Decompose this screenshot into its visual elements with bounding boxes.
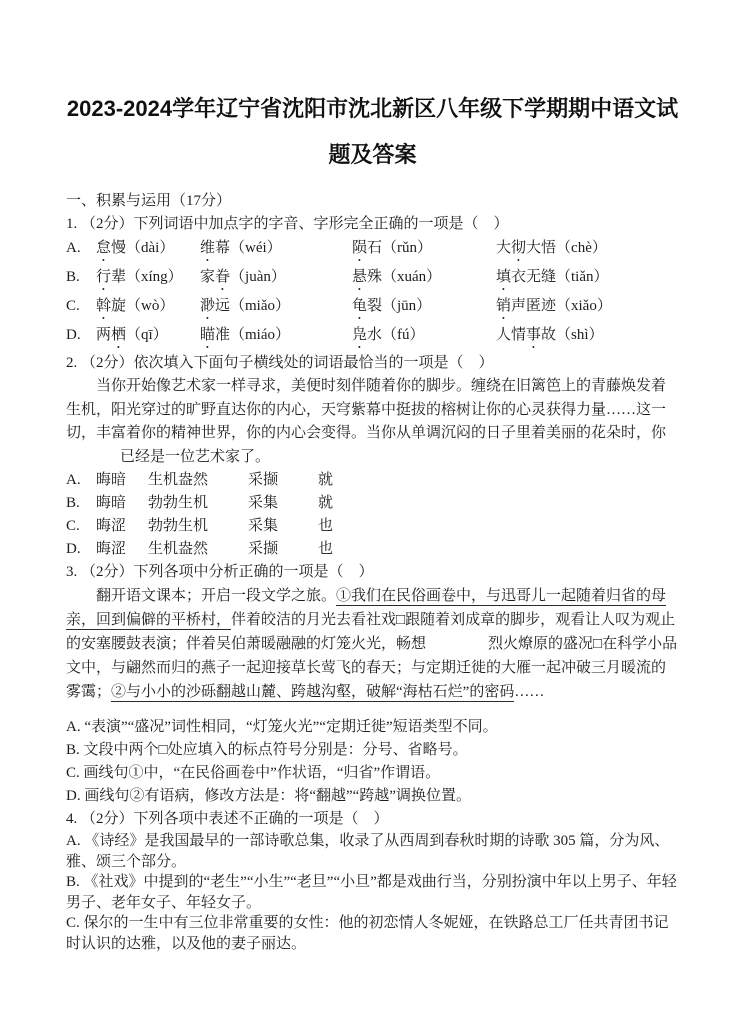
q2-option-row: [66, 469, 679, 492]
q1-option-row: [66, 236, 679, 265]
dotted-char: 渺: [200, 298, 216, 314]
q1-option-row: [66, 294, 679, 323]
q1-word: 填衣无缝（tiǎn）: [496, 269, 609, 285]
q1-word: 大彻大悟（chè）: [496, 240, 607, 256]
q1-option-label: B.: [66, 269, 80, 285]
dotted-char: 瞄: [200, 327, 216, 343]
q2-option-row: [66, 515, 679, 538]
q2-word: 就: [318, 472, 334, 488]
q1-word: 悬殊（xuán）: [352, 269, 442, 285]
q2-word: 生机盎然: [148, 541, 209, 557]
q2-word: 采撷: [248, 541, 279, 557]
dotted-char: 悬: [352, 269, 368, 285]
dotted-char: 维: [200, 240, 216, 256]
q2-option-label: C.: [66, 518, 80, 534]
q2-word: 采撷: [248, 472, 279, 488]
q2-option-label: D.: [66, 541, 81, 557]
section-heading: 一、积累与运用（17分）: [66, 193, 232, 209]
q4-stem: 4. （2分）下列各项中表述不正确的一项是（ ）: [66, 811, 389, 827]
q2-option-label: A.: [66, 472, 81, 488]
q2-word: 采集: [248, 518, 279, 534]
q2-option-row: [66, 538, 679, 561]
q1-option-list: [66, 236, 679, 352]
q2-option-row: [66, 492, 679, 515]
q1-word: 家眷（juàn）: [200, 269, 286, 285]
q1-option-row: [66, 265, 679, 294]
underlined-text: ②与小小的沙砾翻越山麓、跨越沟壑，破解“海枯石烂”的密码: [111, 684, 515, 700]
q1-word: 两栖（qī）: [96, 327, 168, 343]
q1-word: 人情事故（shì）: [496, 327, 604, 343]
q2-word: 晦暗: [96, 472, 127, 488]
q1-word: 维幕（wéi）: [200, 240, 282, 256]
q1-word: 陨石（rǔn）: [352, 240, 433, 256]
q2-option-list: [66, 469, 679, 561]
dotted-char: 怠: [96, 240, 112, 256]
q3-option: C. 画线句①中，“在民俗画卷中”作状语，“归省”作谓语。: [66, 765, 441, 781]
q1-option-label: A.: [66, 240, 81, 256]
dotted-char: 销: [496, 298, 512, 314]
passage-text: 伴着皎洁的月光去看社戏□跟随着刘成章的脚步，观看让人叹为观止的安塞腰鼓表演；伴着吴伯萧暖融融的灯笼火光，畅想: [66, 612, 676, 652]
q1-word: 行辈（xíng）: [96, 269, 183, 285]
q2-word: 也: [318, 518, 334, 534]
passage-text: 烈火燎原的盛况□在科学小品文中，与翩然而归的燕子一起迎接草长莺飞的春天；与定期迁徙的大雁一起冲破三月暖流的雾霭；: [66, 636, 678, 700]
q1-option-row: [66, 323, 679, 352]
q4-option-list: [66, 831, 679, 954]
dotted-char: 斡: [96, 298, 112, 314]
q3-option-list: [66, 716, 679, 808]
q3-stem: 3. （2分）下列各项中分析正确的一项是（ ）: [66, 564, 374, 580]
title-line-1: 2023-2024学年辽宁省沈阳市沈北新区八年级下学期期中语文试: [66, 96, 679, 121]
dotted-char: 填: [496, 269, 512, 285]
q3-passage: [66, 584, 679, 704]
q3-option: B. 文段中两个□处应填入的标点符号分别是：分号、省略号。: [66, 742, 468, 758]
q4-option: A. 《诗经》是我国最早的一部诗歌总集，收录了从西周到春秋时期的诗歌 305 篇，分为风、雅、颂三个部分。: [66, 833, 670, 870]
q2-word: 生机盎然: [148, 472, 209, 488]
q1-word: 龟裂（jūn）: [352, 298, 432, 314]
q1-word: 凫水（fú）: [352, 327, 425, 343]
dotted-char: 陨: [352, 240, 368, 256]
q2-word: 晦涩: [96, 518, 127, 534]
q2-stem: 2. （2分）依次填入下面句子横线处的词语最恰当的一项是（ ）: [66, 355, 494, 371]
dotted-char: 龟: [352, 298, 368, 314]
passage-text: 当你开始像艺术家一样寻求，美便时刻伴随着你的脚步。缠绕在旧篱笆上的青藤焕发着生机，阳光穿过的旷野直达你的内心，天穹紫幕中挺拔的榕树让你的心灵获得力量……这一切，丰富着你的精神世界，你的内心会变得。当你从单调沉闷的日子里着美丽的花朵时，你: [66, 378, 667, 441]
title-line-2: 题及答案: [328, 142, 417, 167]
q1-word: 怠慢（dài）: [96, 240, 175, 256]
q2-option-label: B.: [66, 495, 80, 511]
q2-word: 勃勃生机: [148, 518, 209, 534]
dotted-char: 凫: [352, 327, 368, 343]
q1-option-label: C.: [66, 298, 80, 314]
q1-word: 销声匿迹（xiǎo）: [496, 298, 612, 314]
underlined-text: ①我们在民俗画卷中，与迅哥儿一起随着归省的母亲，回到偏僻的平桥村，: [66, 588, 667, 628]
q2-passage: [66, 375, 679, 469]
q2-word: 就: [318, 495, 334, 511]
q1-option-label: D.: [66, 327, 81, 343]
q4-option: B. 《社戏》中提到的“老生”“小生”“老旦”“小旦”都是戏曲行当，分别扮演中年以上男子、年轻男子、老年女子、年轻女子。: [66, 874, 677, 911]
q3-option: A. “表演”“盛况”词性相同，“灯笼火光”“定期迁徙”短语类型不同。: [66, 719, 498, 735]
dotted-char: 眷: [215, 269, 231, 285]
q1-stem: 1. （2分）下列词语中加点字的字音、字形完全正确的一项是（ ）: [66, 216, 509, 232]
passage-text: 已经是一位艺术家了。: [120, 448, 271, 465]
passage-text: ……: [514, 684, 545, 700]
q4-option: C. 保尔的一生中有三位非常重要的女性：他的初恋情人冬妮娅，在铁路总工厂任共青团书记时认识的达雅，以及他的妻子丽达。: [66, 915, 669, 952]
q2-word: 也: [318, 541, 334, 557]
passage-text: 翻开语文课本；开启一段文学之旅。: [96, 588, 337, 604]
dotted-char: 栖: [111, 327, 127, 343]
dotted-char: 行: [96, 269, 112, 285]
q1-word: 瞄准（miáo）: [200, 327, 291, 343]
q2-word: 勃勃生机: [148, 495, 209, 511]
q2-word: 采集: [248, 495, 279, 511]
document-title: [66, 86, 679, 178]
q1-word: 斡旋（wò）: [96, 298, 175, 314]
q2-word: 晦涩: [96, 541, 127, 557]
dotted-char: 事: [526, 327, 542, 343]
dotted-char: 彻: [511, 240, 527, 256]
q2-word: 晦暗: [96, 495, 127, 511]
q3-option: D. 画线句②有语病，修改方法是：将“翻越”“跨越”调换位置。: [66, 788, 471, 804]
q1-word: 渺远（miǎo）: [200, 298, 291, 314]
